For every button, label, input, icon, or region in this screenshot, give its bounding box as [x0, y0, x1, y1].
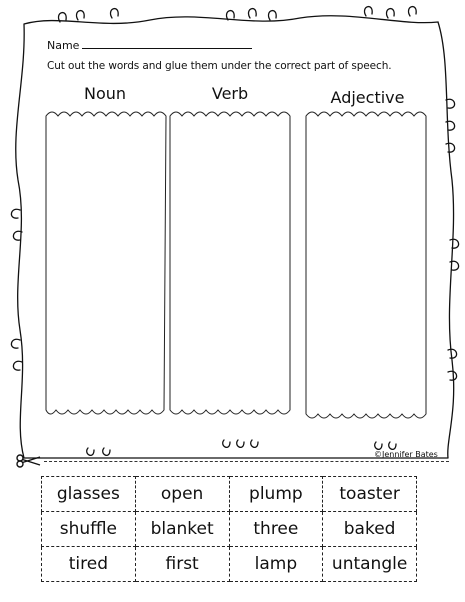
adjective-column-box	[306, 112, 426, 418]
copyright-text: ©Jennifer Bates	[374, 450, 438, 459]
word-card-row	[42, 547, 417, 582]
adjective-heading: Adjective	[330, 88, 405, 107]
word-card-row	[42, 512, 417, 547]
word-card[interactable]: open	[135, 477, 229, 512]
verb-heading: Verb	[211, 84, 249, 103]
word-card[interactable]: lamp	[229, 547, 323, 582]
noun-column-box	[46, 112, 166, 414]
word-card-row	[42, 477, 417, 512]
word-card[interactable]: toaster	[323, 477, 417, 512]
name-label: Name	[47, 39, 80, 52]
name-field	[47, 39, 252, 52]
scissors-icon	[16, 454, 42, 468]
word-card[interactable]: glasses	[42, 477, 136, 512]
word-card[interactable]: first	[135, 547, 229, 582]
word-card[interactable]: untangle	[323, 547, 417, 582]
word-card[interactable]: baked	[323, 512, 417, 547]
cut-line	[44, 461, 449, 462]
word-cards-table	[41, 476, 417, 582]
verb-column-box	[170, 112, 290, 414]
word-card[interactable]: blanket	[135, 512, 229, 547]
instructions-text: Cut out the words and glue them under the correct part of speech.	[47, 60, 392, 72]
word-card[interactable]: shuffle	[42, 512, 136, 547]
word-card[interactable]: tired	[42, 547, 136, 582]
word-card[interactable]: plump	[229, 477, 323, 512]
name-line	[82, 39, 252, 49]
noun-heading: Noun	[83, 84, 127, 103]
word-card[interactable]: three	[229, 512, 323, 547]
